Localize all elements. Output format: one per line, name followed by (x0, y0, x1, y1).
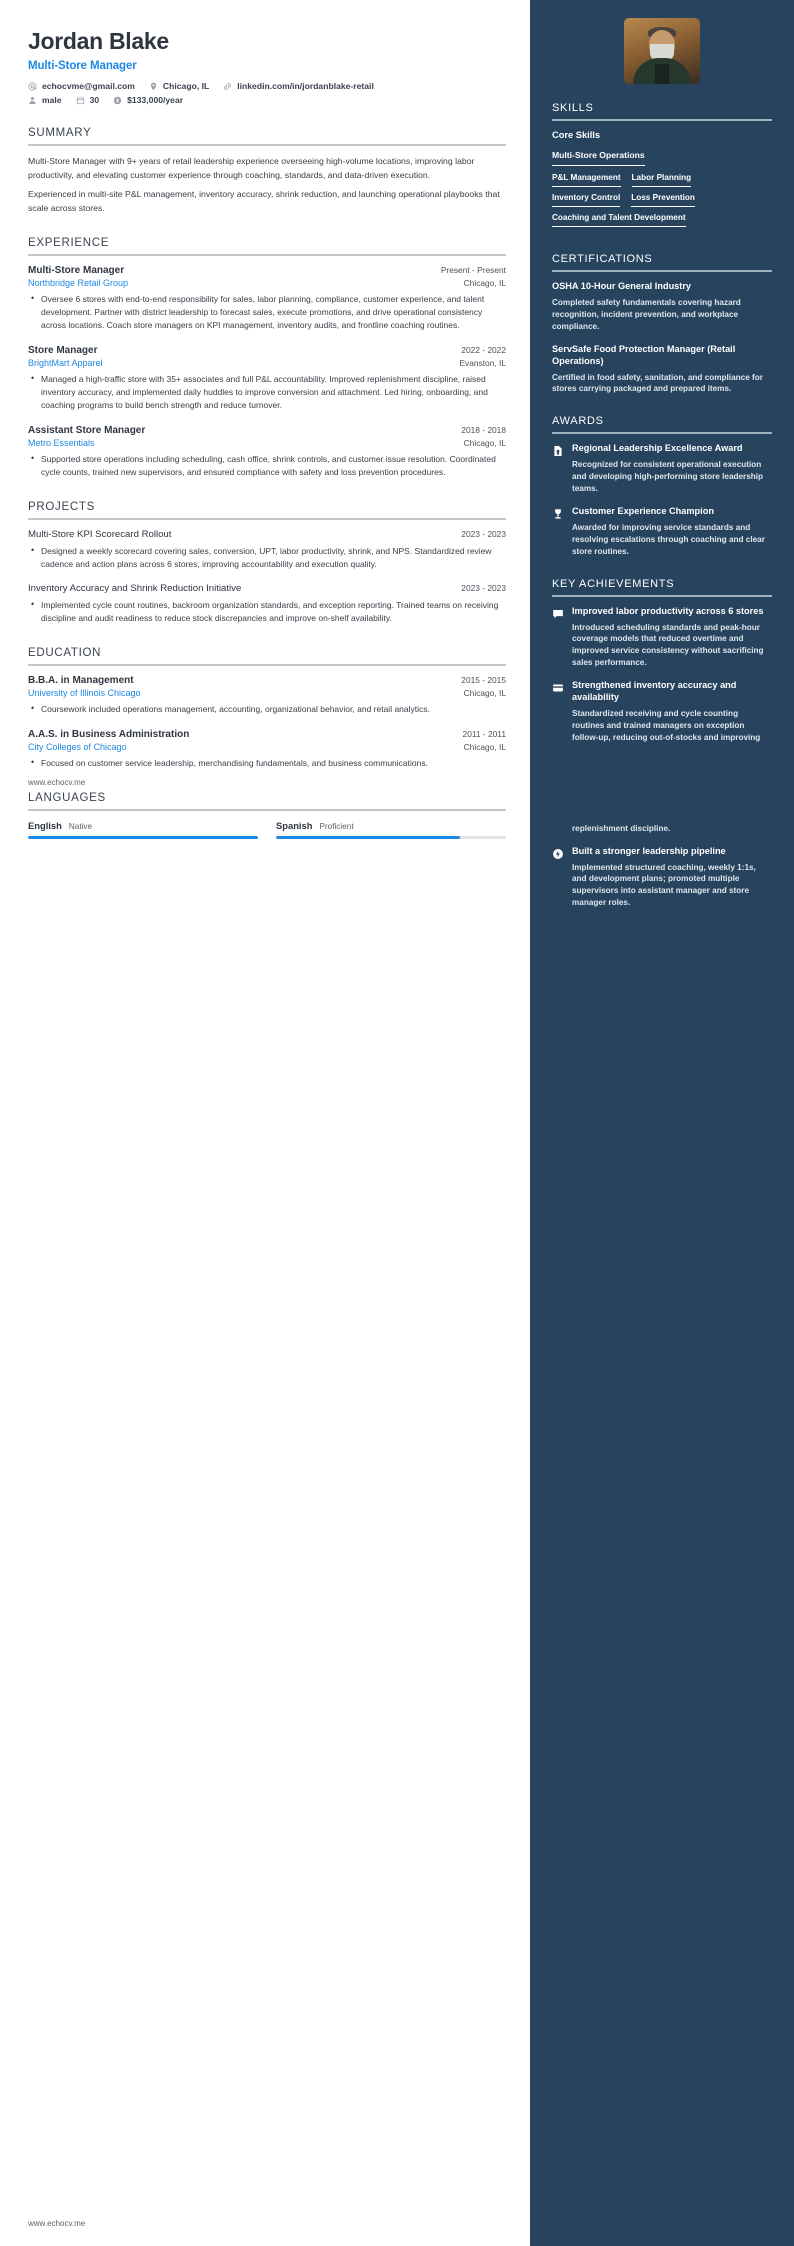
language-item (276, 820, 506, 839)
section-languages (28, 792, 506, 839)
education-divider (28, 664, 506, 666)
experience-company[interactable]: Northbridge Retail Group (28, 278, 129, 289)
photo-shirt (655, 64, 669, 84)
experience-entry (28, 345, 506, 412)
project-dates: 2023 - 2023 (461, 583, 506, 594)
section-summary (28, 127, 506, 215)
person-icon (28, 96, 37, 105)
education-entry (28, 729, 506, 770)
sidebar-section-certifications (552, 253, 772, 395)
project-entry (28, 529, 506, 571)
project-bullets (28, 599, 506, 625)
key-achievements-divider (552, 595, 772, 597)
sidebar-section-awards (552, 415, 772, 557)
experience-heading: EXPERIENCE (28, 237, 110, 250)
summary-divider (28, 144, 506, 146)
experience-divider (28, 254, 506, 256)
bullet: • Designed a weekly scorecard covering sales, conversion, UPT, labor productivity, shrink, and NPS. Standardized review cadence and action plans across 6 stores, improving accountability and execution quality. (39, 545, 506, 571)
contact-age (76, 95, 100, 105)
card-icon (552, 682, 564, 694)
experience-company[interactable]: BrightMart Apparel (28, 358, 103, 369)
contact-row-2 (28, 95, 506, 105)
languages-divider (28, 809, 506, 811)
education-dates: 2011 - 2011 (462, 729, 506, 740)
key-achievement-name: Improved labor productivity across 6 stores (572, 605, 764, 616)
project-name: Multi-Store KPI Scorecard Rollout (28, 528, 172, 540)
languages-heading: LANGUAGES (28, 792, 106, 805)
contact-email[interactable] (28, 81, 135, 91)
email-icon (28, 82, 37, 91)
education-school[interactable]: University of Illinois Chicago (28, 688, 141, 699)
contact-linkedin[interactable] (223, 81, 374, 91)
project-entry (28, 583, 506, 625)
experience-role: Assistant Store Manager (28, 424, 146, 436)
key-achievement-item (552, 846, 772, 910)
education-school[interactable]: City Colleges of Chicago (28, 742, 127, 753)
education-location: Chicago, IL (463, 688, 506, 699)
bullet: • Coursework included operations management, accounting, organizational behavior, and retail analytics. (39, 703, 506, 716)
language-item (28, 820, 258, 839)
link-icon (223, 82, 232, 91)
experience-entry (28, 425, 506, 479)
key-achievement-item (552, 606, 772, 670)
footer-url-top[interactable]: www.echocv.me (28, 778, 86, 787)
skill-tag: Labor Planning (632, 173, 692, 187)
contact-salary-text: $133,000/year (127, 95, 184, 106)
key-achievement-description-overflow: replenishment discipline. (572, 823, 671, 833)
education-entry (28, 675, 506, 716)
sidebar (530, 0, 794, 2246)
certification-description: Certified in food safety, sanitation, and compliance for stores carrying packaged and prepared items. (552, 372, 763, 394)
experience-location: Evanston, IL (459, 358, 506, 369)
education-degree: B.B.A. in Management (28, 675, 134, 687)
award-name: Regional Leadership Excellence Award (572, 443, 743, 454)
skill-tag: Coaching and Talent Development (552, 213, 686, 227)
experience-location: Chicago, IL (463, 437, 506, 448)
bullet: • Implemented cycle count routines, backroom organization standards, and exception reporting. Trained teams on receiving discipline and audit readiness to reduce stock discrepancies and improve on-shelf availability. (39, 599, 506, 625)
language-level: Proficient (319, 822, 354, 832)
trophy-icon (552, 508, 564, 520)
experience-entry (28, 265, 506, 332)
certifications-divider (552, 270, 772, 272)
key-achievement-description: Standardized receiving and cycle counting routines and trained managers on exception follow-up, reducing out-of-stocks and improving (572, 708, 761, 742)
section-experience (28, 237, 506, 478)
language-progress-bar (28, 836, 258, 839)
experience-bullets (28, 453, 506, 479)
skill-tag: Loss Prevention (631, 193, 695, 207)
experience-bullets (28, 373, 506, 412)
sidebar-section-skills (552, 102, 772, 233)
project-dates: 2023 - 2023 (461, 528, 506, 539)
bullet: • Oversee 6 stores with end-to-end responsibility for sales, labor planning, compliance, customer experience, and talent development. Partner with district leadership to forecast sales, execute promotions, and drive operational consistency across locations. Coach store managers on KPI management, inventory audits, and frontline coaching routines. (39, 293, 506, 332)
key-achievement-name: Built a stronger leadership pipeline (572, 845, 726, 856)
key-achievement-overflow (552, 823, 772, 835)
projects-divider (28, 518, 506, 520)
certificate-icon (552, 445, 564, 457)
certification-item (552, 281, 772, 333)
sidebar-section-key-achievements (552, 578, 772, 910)
page-break-spacer (552, 755, 772, 823)
project-bullets (28, 545, 506, 571)
education-dates: 2015 - 2015 (461, 675, 506, 686)
skills-heading: SKILLS (552, 102, 594, 114)
experience-dates: 2018 - 2018 (461, 424, 506, 435)
header-job-title: Multi-Store Manager (28, 60, 137, 73)
education-bullets (28, 703, 506, 716)
award-description: Recognized for consistent operational execution and developing high-performing store leadership teams. (572, 460, 764, 494)
footer-url-bottom[interactable]: www.echocv.me (28, 2219, 86, 2228)
skills-group-label: Core Skills (552, 130, 601, 140)
education-degree: A.A.S. in Business Administration (28, 729, 190, 741)
experience-role: Multi-Store Manager (28, 265, 125, 277)
contact-salary (113, 95, 183, 105)
bullet: • Supported store operations including scheduling, cash office, shrink controls, and customer issue resolution. Coordinated cycle counts, trained new supervisors, and ensured compliance with safety and loss prevention procedures. (39, 453, 506, 479)
skills-divider (552, 119, 772, 121)
profile-photo (624, 18, 700, 84)
contact-gender-text: male (42, 95, 62, 106)
key-achievement-description: Implemented structured coaching, weekly 1:1s, and development plans; promoted multiple supervisors into assistant manager and store manager roles. (572, 862, 756, 908)
experience-dates: 2022 - 2022 (461, 345, 506, 356)
education-location: Chicago, IL (463, 742, 506, 753)
certifications-heading: CERTIFICATIONS (552, 253, 653, 265)
language-name: English (28, 820, 62, 832)
award-name: Customer Experience Champion (572, 505, 714, 516)
contact-linkedin-text: linkedin.com/in/jordanblake-retail (237, 81, 374, 92)
experience-bullets (28, 293, 506, 332)
skill-tag: Inventory Control (552, 193, 620, 207)
location-pin-icon (149, 82, 158, 91)
page-title: Jordan Blake (28, 28, 169, 54)
money-icon (113, 96, 122, 105)
contact-row-1 (28, 81, 506, 91)
key-achievement-item (552, 680, 772, 744)
project-name: Inventory Accuracy and Shrink Reduction Initiative (28, 583, 242, 595)
bolt-icon (552, 848, 564, 860)
experience-role: Store Manager (28, 345, 98, 357)
skill-tag: P&L Management (552, 173, 621, 187)
summary-paragraph: Experienced in multi-site P&L management, inventory accuracy, shrink reduction, and launching operational playbooks that scale across stores. (28, 189, 500, 213)
summary-paragraph: Multi-Store Manager with 9+ years of retail leadership experience overseeing high-volume locations, improving labor productivity, and elevating customer experience through coaching, standards, and data-driven execution. (28, 156, 475, 180)
contact-info (28, 81, 506, 105)
certification-description: Completed safety fundamentals covering hazard recognition, incident prevention, and workplace compliance. (552, 297, 741, 331)
contact-age-text: 30 (89, 95, 100, 106)
avatar (552, 18, 772, 84)
language-name: Spanish (276, 820, 313, 832)
contact-gender (28, 95, 62, 105)
award-item (552, 506, 772, 558)
contact-email-text: echocvme@gmail.com (42, 81, 135, 92)
education-heading: EDUCATION (28, 647, 102, 660)
key-achievement-description: Introduced scheduling standards and peak-hour coverage models that reduced overtime and improved service consistency without sacrificing sales performance. (572, 622, 764, 668)
skill-row (552, 213, 772, 233)
experience-dates: Present - Present (440, 265, 506, 276)
key-achievements-heading: KEY ACHIEVEMENTS (552, 577, 675, 590)
bullet: • Focused on customer service leadership, merchandising fundamentals, and business communications. (39, 757, 506, 770)
projects-heading: PROJECTS (28, 500, 95, 513)
header-block (28, 28, 506, 105)
bullet: • Managed a high-traffic store with 35+ associates and full P&L accountability. Improved replenishment discipline, raised inventory accuracy, and implemented daily huddles to improve conversion and attachment. Led hiring, onboarding, and coaching programs to build bench strength and reduce turnover. (39, 373, 506, 412)
contact-location (149, 81, 209, 91)
certification-name: OSHA 10-Hour General Industry (552, 281, 692, 291)
skill-row (552, 193, 772, 213)
section-projects (28, 501, 506, 626)
award-description: Awarded for improving service standards and resolving escalations through coaching and clear store routines. (572, 522, 765, 556)
language-level: Native (68, 822, 93, 832)
key-achievement-name: Strengthened inventory accuracy and availability (572, 680, 737, 703)
award-item (552, 443, 772, 495)
education-bullets (28, 757, 506, 770)
summary-heading: SUMMARY (28, 127, 92, 140)
experience-location: Chicago, IL (463, 278, 506, 289)
calendar-icon (76, 96, 85, 105)
certification-name: ServSafe Food Protection Manager (Retail Operations) (552, 343, 736, 366)
language-progress-bar (276, 836, 506, 839)
chat-icon (552, 608, 564, 620)
contact-location-text: Chicago, IL (162, 81, 210, 92)
certification-item (552, 344, 772, 396)
skill-tag: Multi-Store Operations (552, 150, 645, 166)
awards-heading: AWARDS (552, 415, 604, 428)
section-education (28, 647, 506, 770)
skill-row (552, 173, 772, 193)
awards-divider (552, 432, 772, 434)
experience-company[interactable]: Metro Essentials (28, 437, 95, 448)
